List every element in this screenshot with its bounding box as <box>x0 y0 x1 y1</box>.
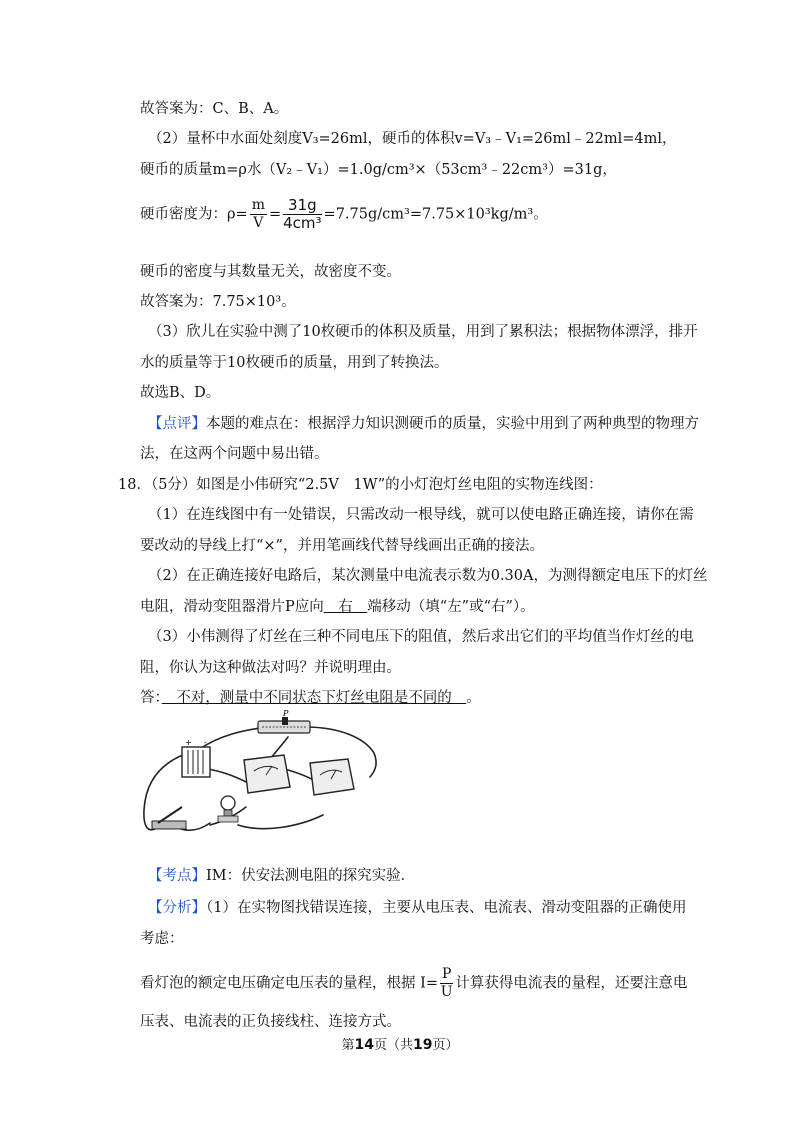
svg-text:+: + <box>185 738 192 747</box>
switch <box>152 807 186 829</box>
text: 看灯泡的额定电压确定电压表的量程，根据 I= <box>140 975 438 992</box>
fraction-p-over-u <box>440 966 453 1001</box>
topic-tag: 【考点】 <box>148 868 206 884</box>
text: 电阻，滑动变阻器滑片P应向 <box>140 599 324 615</box>
fraction-numerator: 31g <box>283 197 321 215</box>
svg-text:-: - <box>204 738 207 747</box>
text-line: 硬币的密度与其数量无关，故密度不变。 <box>140 264 401 280</box>
fraction-m-over-v <box>250 197 267 232</box>
fraction-denominator: 4cm³ <box>283 214 322 232</box>
answer-blank: 右 <box>323 599 368 615</box>
fraction-denominator: V <box>253 215 264 231</box>
answer-line <box>140 597 535 617</box>
text-line: 故答案为：7.75×10³。 <box>140 294 296 310</box>
analysis-text: （1）在实物图找错误连接，主要从电压表、电流表、滑动变阻器的正确使用 <box>206 900 687 916</box>
footer-text: 页（共 <box>373 1038 413 1053</box>
page-footer <box>0 1034 800 1053</box>
equals-sign: = <box>268 206 282 223</box>
answer-line <box>140 688 481 708</box>
circuit-diagram <box>138 709 380 845</box>
comment-tag: 【点评】 <box>148 416 206 432</box>
fraction-handwritten <box>283 197 321 232</box>
text-line: 故答案为：C、B、A。 <box>140 101 289 117</box>
formula-suffix: =7.75g/cm³=7.75×10³kg/m³。 <box>323 206 548 223</box>
answer-blank: 不对，测量中不同状态下灯丝电阻是不同的 <box>161 690 467 706</box>
text-line: 要改动的导线上打“×”，并用笔画线代替导线画出正确的接法。 <box>140 538 544 554</box>
question-title: 18．（5分）如图是小伟研究“2.5V 1W”的小灯泡灯丝电阻的实物连线图： <box>118 477 603 493</box>
text-line: 硬币的质量m=ρ水（V₂﹣V₁）=1.0g/cm³×（53cm³﹣22cm³）=31g， <box>140 162 617 178</box>
text-line: （3）欣儿在实验中测了10枚硬币的体积及质量，用到了累积法；根据物体漂浮，排开 <box>148 324 698 340</box>
current-formula-line <box>140 966 687 1001</box>
topic-text: IM：伏安法测电阻的探究实验． <box>206 868 416 884</box>
analysis-tag: 【分析】 <box>148 900 206 916</box>
text-line: （3）小伟测得了灯丝在三种不同电压下的阻值，然后求出它们的平均值当作灯丝的电 <box>148 629 694 645</box>
text-line: 水的质量等于10枚硬币的质量，用到了转换法。 <box>140 355 449 371</box>
text-line: 阻，你认为这种做法对吗？并说明理由。 <box>140 660 401 676</box>
text-line: （1）在连线图中有一处错误，只需改动一根导线，就可以使电路正确连接，请你在需 <box>148 507 694 523</box>
density-formula-line <box>140 197 548 232</box>
comment-text: 本题的难点在：根据浮力知识测硬币的质量，实验中用到了两种典型的物理方 <box>206 416 699 432</box>
footer-text: 第 <box>341 1038 355 1053</box>
text-line: （2）在正确连接好电路后，某次测量中电流表示数为0.30A，为测得额定电压下的灯丝 <box>148 568 708 584</box>
fraction-denominator: U <box>440 984 453 1000</box>
formula-prefix: 硬币密度为：ρ= <box>140 206 248 223</box>
text: 。 <box>466 690 481 706</box>
voltmeter <box>310 759 354 795</box>
text-line: （2）量杯中水面处刻度V₃=26ml，硬币的体积v=V₃﹣V₁=26ml﹣22ml=4ml， <box>148 131 677 147</box>
lamp <box>218 796 238 822</box>
comment-line <box>148 414 699 434</box>
slider-label: P <box>283 709 289 718</box>
text-line: 法，在这两个问题中易出错。 <box>140 446 329 462</box>
text: 端移动（填“左”或“右”）。 <box>367 599 535 615</box>
text: 答： <box>140 690 162 706</box>
page-total: 19 <box>413 1037 433 1053</box>
battery <box>182 738 210 777</box>
page-number: 14 <box>354 1037 374 1053</box>
fraction-numerator: m <box>251 197 265 213</box>
rheostat <box>258 709 310 733</box>
ammeter <box>244 755 290 793</box>
footer-text: 页） <box>432 1038 459 1053</box>
topic-line <box>148 866 415 886</box>
analysis-line <box>148 898 686 918</box>
text: 计算获得电流表的量程，还要注意电 <box>455 975 688 992</box>
wire <box>238 815 323 829</box>
text-line: 故选B、D。 <box>140 385 221 401</box>
text-line: 考虑： <box>140 931 184 947</box>
fraction-numerator: P <box>442 966 452 982</box>
text-line: 压表、电流表的正负接线柱、连接方式。 <box>140 1014 401 1030</box>
